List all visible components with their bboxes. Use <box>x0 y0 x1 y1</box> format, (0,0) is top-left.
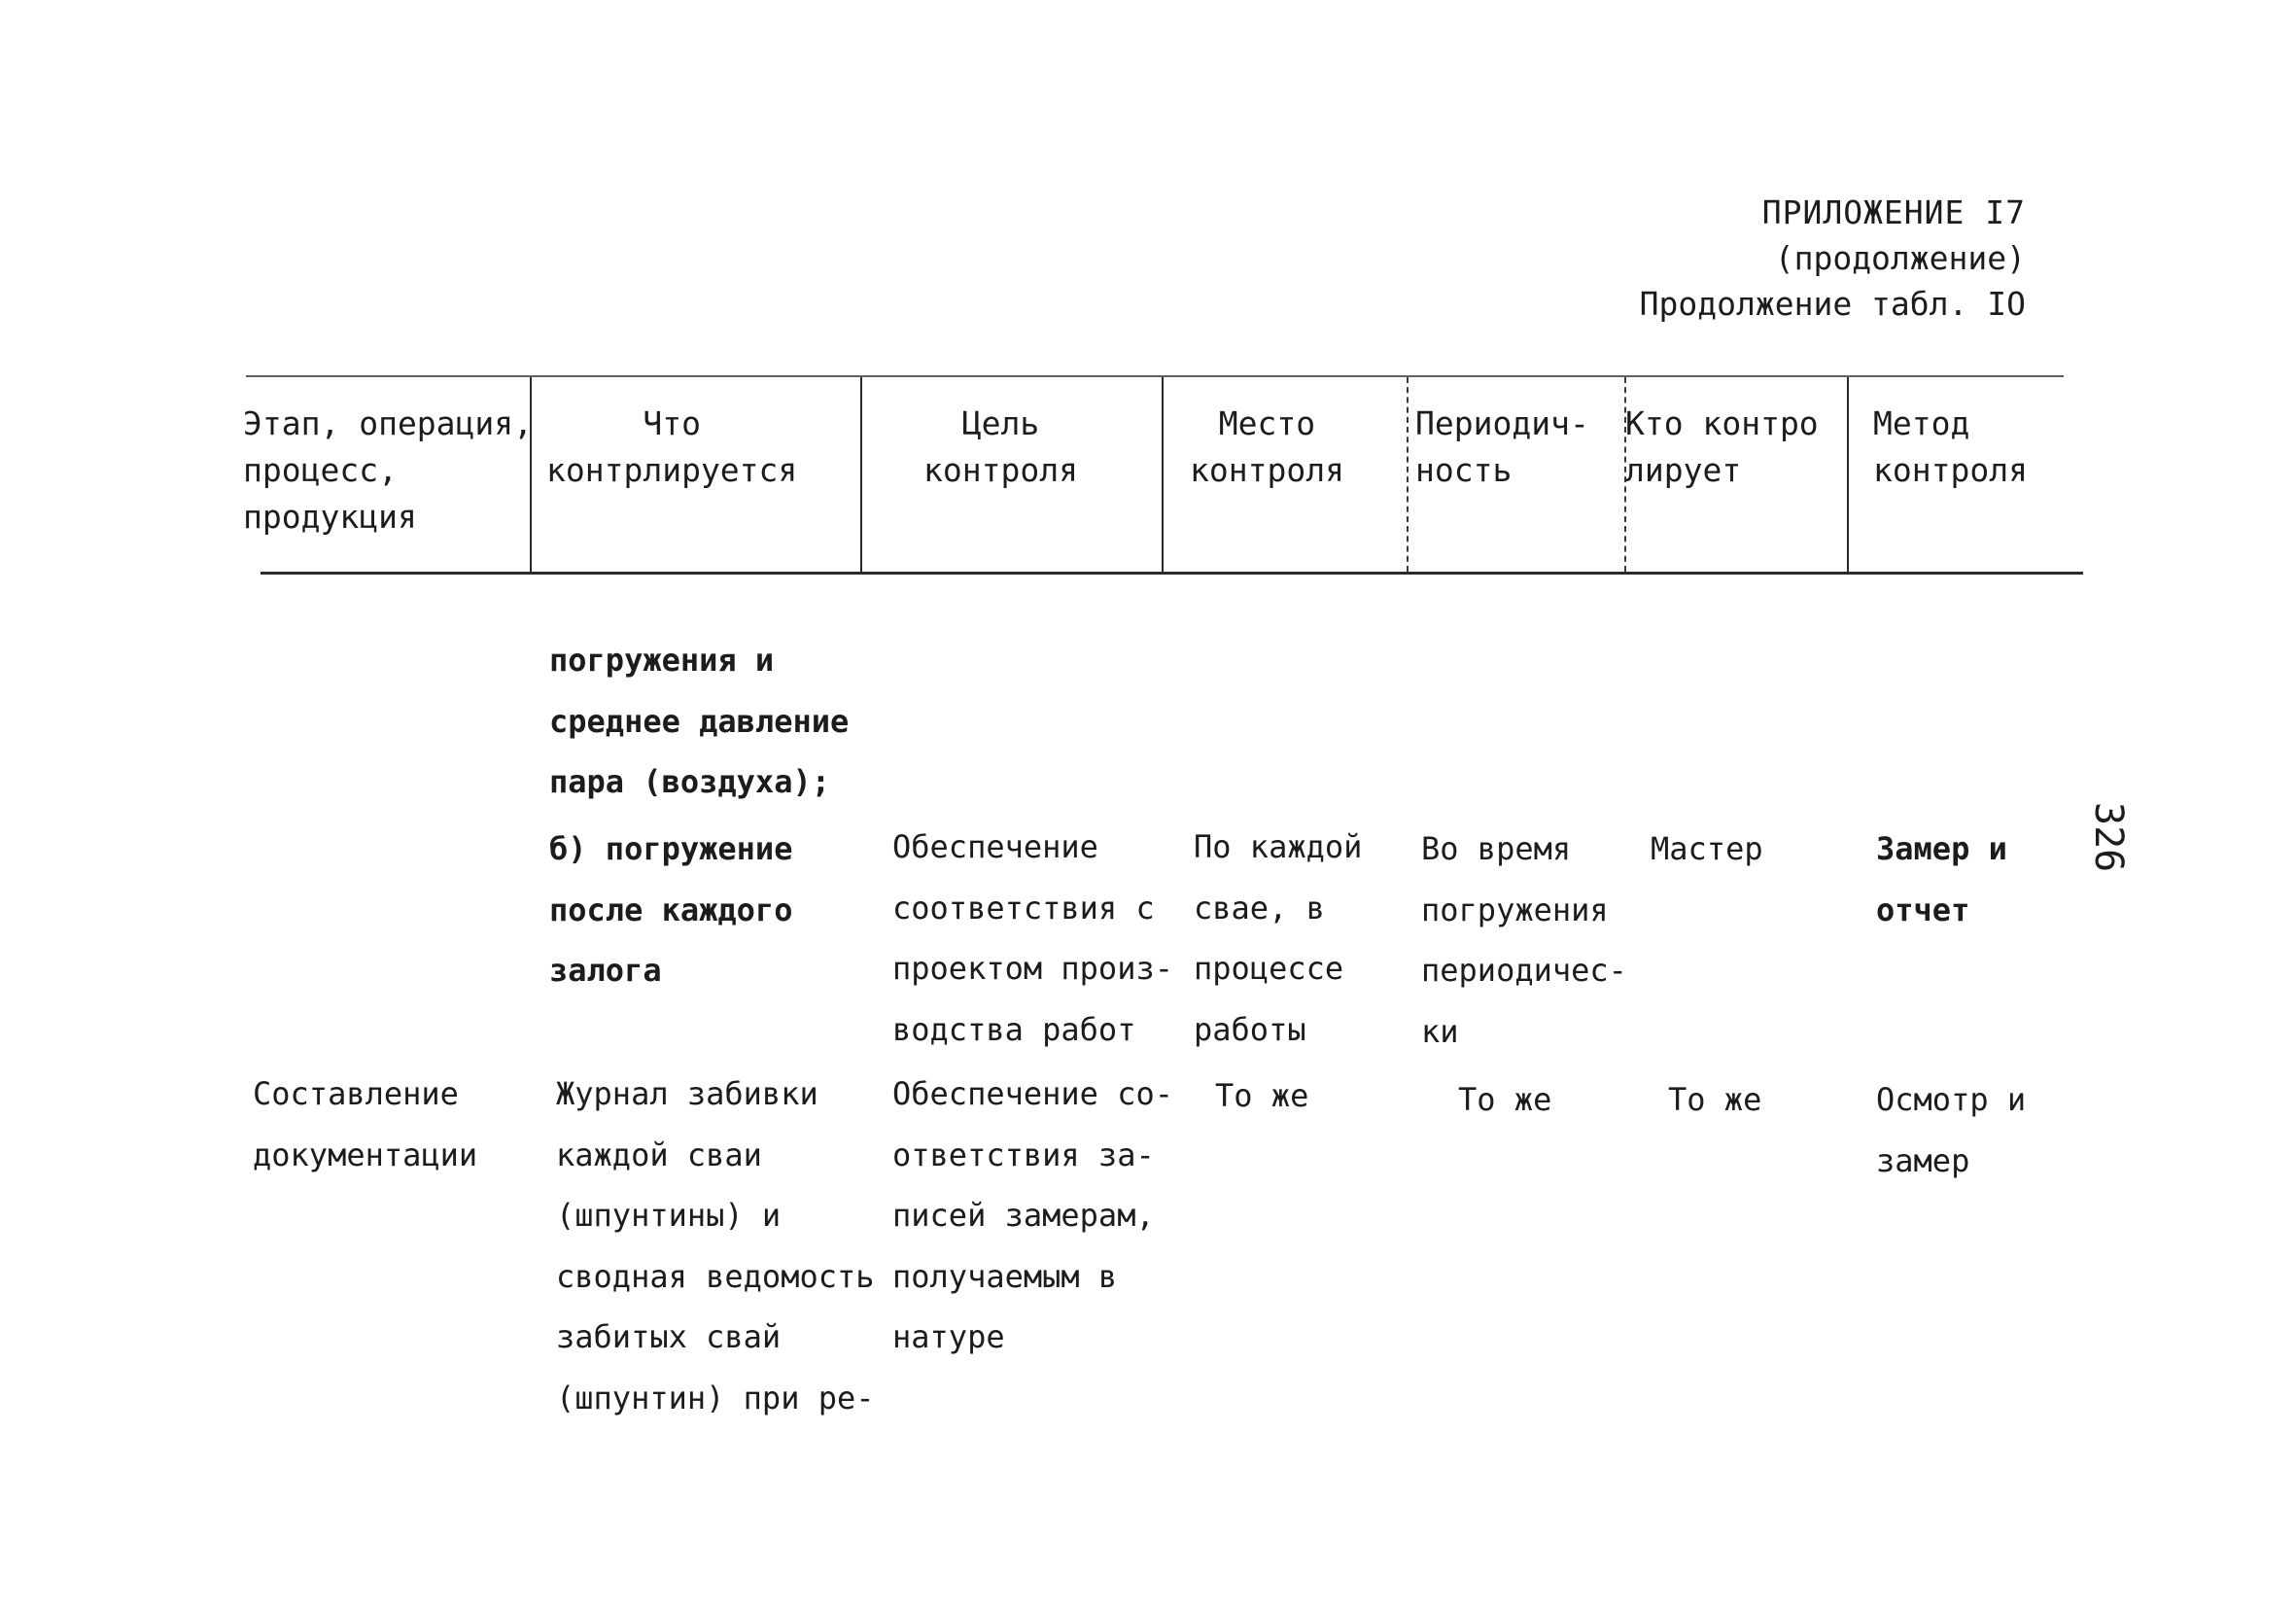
cell-what: погружения и среднее давление пара (воздуха); <box>549 642 850 800</box>
cell-method: Осмотр и замер <box>1876 1081 2027 1179</box>
column-divider <box>860 377 862 572</box>
page-number: 326 <box>2086 802 2131 873</box>
column-header-who: Кто контро лирует <box>1625 404 1819 489</box>
cell-goal: Обеспечение со- ответствия за- писей замерам, получаемым в натуре <box>892 1075 1173 1355</box>
column-header-goal: Цель контроля <box>923 404 1078 489</box>
cell-who: Мастер <box>1651 830 1763 867</box>
cell-periodicity: Во время погружения периодичес- ки <box>1421 830 1627 1050</box>
column-divider <box>1162 377 1164 572</box>
column-header-stage: Этап, операция, процесс, продукция <box>243 404 534 536</box>
appendix-continuation: (продолжение) <box>1774 239 2026 277</box>
cell-what: Журнал забивки каждой сваи (шпунтины) и сводная ведомость забитых свай (шпунтин) при ре- <box>556 1075 875 1416</box>
table-header-bottom-rule <box>261 572 2083 575</box>
column-header-periodicity: Периодич- ность <box>1415 404 1589 489</box>
cell-stage: Составление документации <box>253 1075 478 1173</box>
column-header-place: Место контроля <box>1190 404 1344 489</box>
column-header-what: Что контрлируется <box>546 404 798 489</box>
cell-goal: Обеспечение соответствия с проектом произ- водства работ <box>892 828 1173 1048</box>
cell-method: Замер и отчет <box>1876 830 2007 928</box>
appendix-title: ПРИЛОЖЕНИЕ I7 <box>1761 193 2026 231</box>
column-header-method: Метод контроля <box>1873 404 2028 489</box>
cell-place: То же <box>1215 1077 1309 1114</box>
cell-periodicity: То же <box>1458 1081 1552 1118</box>
table-continuation-label: Продолжение табл. IO <box>1639 285 2026 323</box>
cell-place: По каждой свае, в процессе работы <box>1194 828 1363 1048</box>
cell-what: б) погружение после каждого залога <box>549 830 793 989</box>
table-top-rule <box>246 375 2064 377</box>
column-divider <box>1847 377 1849 572</box>
column-divider <box>1407 377 1409 572</box>
cell-who: То же <box>1668 1081 1762 1118</box>
